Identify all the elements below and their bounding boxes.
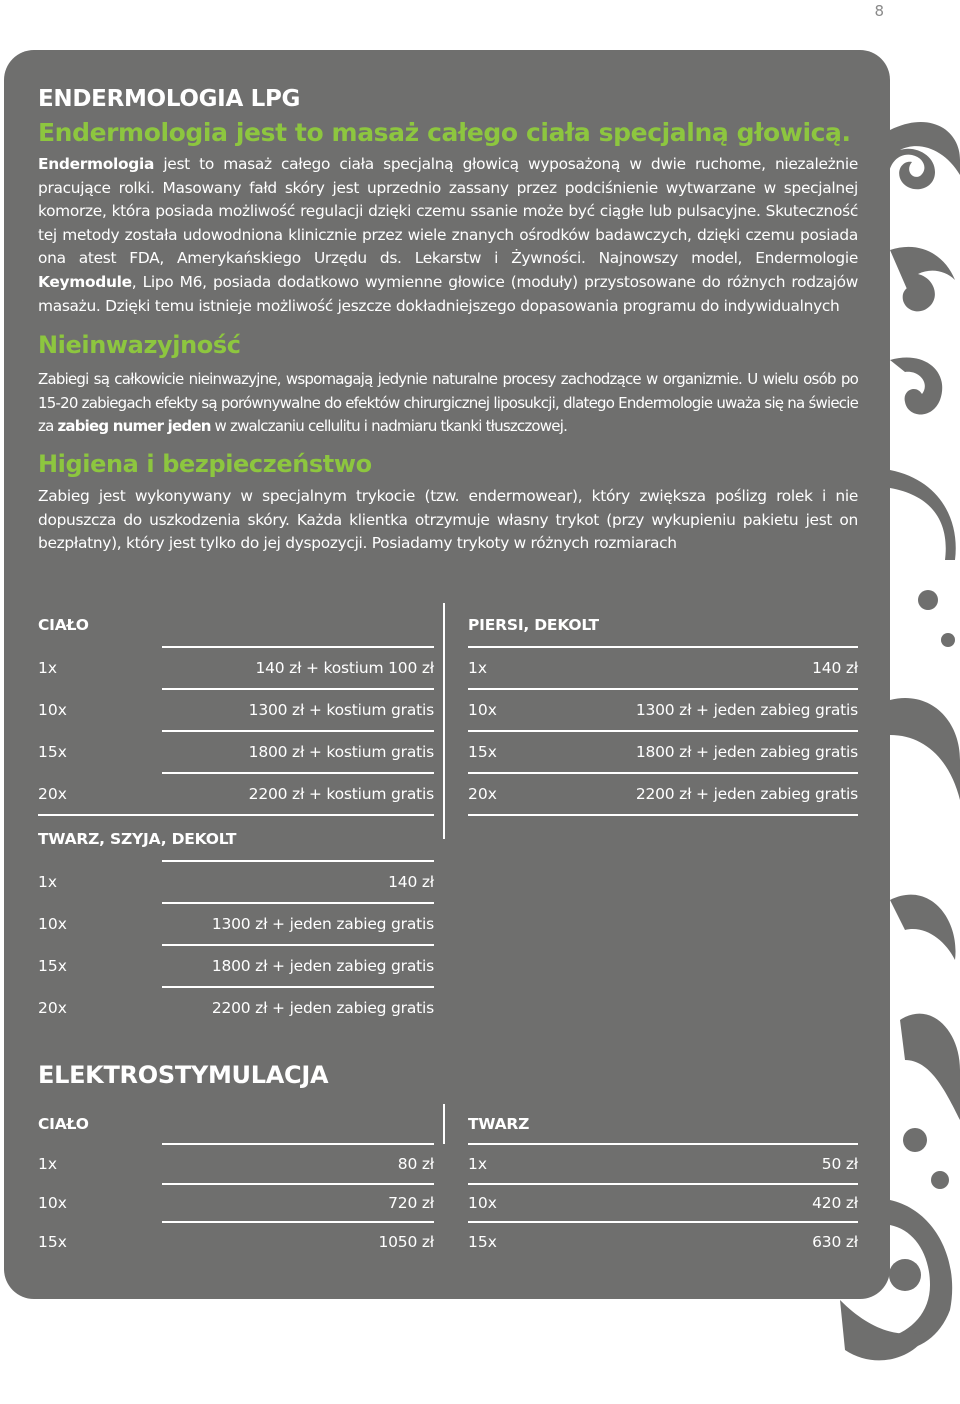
row-price: 1800 zł + kostium gratis <box>248 743 434 761</box>
row-price: 630 zł <box>812 1233 858 1251</box>
row-price: 140 zł <box>388 873 434 891</box>
row-qty: 1x <box>38 1155 58 1173</box>
lpg-description <box>38 82 858 556</box>
row-price: 1800 zł + jeden zabieg gratis <box>211 957 434 975</box>
table-body <box>38 603 434 1029</box>
row-qty: 1x <box>468 1155 488 1173</box>
noninvasive-paragraph <box>38 368 858 439</box>
table-face <box>38 861 434 1029</box>
table-breast <box>468 603 858 815</box>
row-qty: 20x <box>38 785 67 803</box>
table-electro-face <box>468 1104 858 1262</box>
electro-section <box>38 1058 858 1092</box>
table-header-electro-face: TWARZ <box>468 1115 530 1133</box>
table-row <box>38 647 434 689</box>
row-qty: 10x <box>38 1194 67 1212</box>
page-number: 8 <box>874 2 884 20</box>
table-row <box>468 1184 858 1222</box>
table-row <box>468 647 858 689</box>
electro-price-tables <box>38 1104 858 1264</box>
intro-bold-keymodule: Keymodule <box>38 272 132 291</box>
intro-bold-lead: Endermologia <box>38 155 155 173</box>
table-row <box>38 773 434 815</box>
row-price: 2200 zł + kostium gratis <box>248 785 434 803</box>
row-price: 1800 zł + jeden zabieg gratis <box>635 743 858 761</box>
table-header-face: TWARZ, SZYJA, DEKOLT <box>38 830 237 848</box>
heading-noninvasive: Nieinwazyjność <box>38 331 241 360</box>
row-price: 140 zł <box>812 659 858 677</box>
noninvasive-text-2: w zwalczaniu cellulitu i nadmiaru tkanki tłuszczowej. <box>210 417 568 436</box>
table-row <box>38 903 434 945</box>
row-qty: 20x <box>38 999 67 1017</box>
row-price: 1050 zł <box>378 1233 434 1251</box>
table-row <box>468 731 858 773</box>
row-qty: 15x <box>468 743 497 761</box>
row-price: 1300 zł + kostium gratis <box>248 701 434 719</box>
row-qty: 10x <box>38 701 67 719</box>
table-row <box>38 1184 434 1222</box>
table-row <box>38 945 434 987</box>
row-rule <box>468 814 858 816</box>
row-rule <box>38 814 434 816</box>
row-qty: 1x <box>468 659 488 677</box>
page-title: ENDERMOLOGIA LPG <box>38 86 301 112</box>
table-row <box>468 1144 858 1184</box>
table-row <box>468 773 858 815</box>
row-qty: 1x <box>38 873 58 891</box>
intro-paragraph <box>38 153 858 318</box>
row-price: 80 zł <box>397 1155 434 1173</box>
row-price: 2200 zł + jeden zabieg gratis <box>211 999 434 1017</box>
table-row <box>468 1222 858 1262</box>
table-row <box>38 1222 434 1262</box>
row-price: 420 zł <box>812 1194 858 1212</box>
table-row <box>38 987 434 1029</box>
intro-text-1: jest to masaż całego ciała specjalną głowicą wyposażoną w dwie ruchome, niezależnie pracujące rolki. Masowany fałd skóry jest uprzednio zassany przez podciśnienie wytwarzane w specjalnej komorze, która posiada możliwość regulacji dzięki czemu ssanie może być ciągłe lub pulsacyjne. Skuteczność tej metody została udowodniona klinicznie przez wiele znanych ośrodków badawczych, dzięki czemu posiada ona atest FDA, Amerykańskiego Urzędu ds. Lekarstw i Żywności. Najnowszy model, Endermologie <box>38 155 858 268</box>
intro-text-2: , Lipo M6, posiada dodatkowo wymienne głowice (moduły) przystosowane do różnych rodzajów masażu. Dzięki temu istnieje możliwość jeszcze dokładniejszego dopasowania programu do indywidualnych <box>38 272 858 315</box>
lpg-price-tables <box>38 603 858 1043</box>
row-qty: 1x <box>38 659 58 677</box>
row-price: 1300 zł + jeden zabieg gratis <box>635 701 858 719</box>
hygiene-paragraph: Zabieg jest wykonywany w specjalnym trykocie (tzw. endermowear), który zwiększa poślizg rolek i nie dopuszcza do uszkodzenia skóry. Każda klientka otrzymuje własny trykot (przy wykupieniu pakietu jest on bezpłatny), który jest tylko do jej dyspozycji. Posiadamy trykoty w różnych rozmiarach <box>38 486 858 553</box>
table-header-breast: PIERSI, DEKOLT <box>468 616 599 634</box>
noninvasive-bold: zabieg numer jeden <box>57 417 211 436</box>
table-row <box>38 689 434 731</box>
row-qty: 10x <box>38 915 67 933</box>
row-price: 140 zł + kostium 100 zł <box>255 659 434 677</box>
row-qty: 15x <box>468 1233 497 1251</box>
row-qty: 15x <box>38 957 67 975</box>
table-row <box>468 689 858 731</box>
table-header-electro-body: CIAŁO <box>38 1115 89 1133</box>
row-qty: 20x <box>468 785 497 803</box>
table-electro-body <box>38 1104 434 1262</box>
row-qty: 15x <box>38 1233 67 1251</box>
row-price: 2200 zł + jeden zabieg gratis <box>635 785 858 803</box>
row-qty: 15x <box>38 743 67 761</box>
noninvasive-text-1: Zabiegi są całkowicie nieinwazyjne, wspomagają jedynie naturalne procesy zachodzące w organizmie. U wielu osób po 15-20 zabiegach efekty są porównywalne do efektów chirurgicznej liposukcji, dlatego Endermologie uważa się na świecie za <box>38 370 858 436</box>
row-price: 720 zł <box>388 1194 434 1212</box>
row-qty: 10x <box>468 701 497 719</box>
table-row <box>38 1144 434 1184</box>
table-row <box>38 731 434 773</box>
table-row <box>38 861 434 903</box>
table-header-body: CIAŁO <box>38 616 89 634</box>
row-price: 50 zł <box>821 1155 858 1173</box>
subtitle: Endermologia jest to masaż całego ciała specjalną głowicą. <box>38 118 851 147</box>
row-qty: 10x <box>468 1194 497 1212</box>
heading-hygiene: Higiena i bezpieczeństwo <box>38 449 372 478</box>
electro-title: ELEKTROSTYMULACJA <box>38 1061 329 1089</box>
row-price: 1300 zł + jeden zabieg gratis <box>211 915 434 933</box>
